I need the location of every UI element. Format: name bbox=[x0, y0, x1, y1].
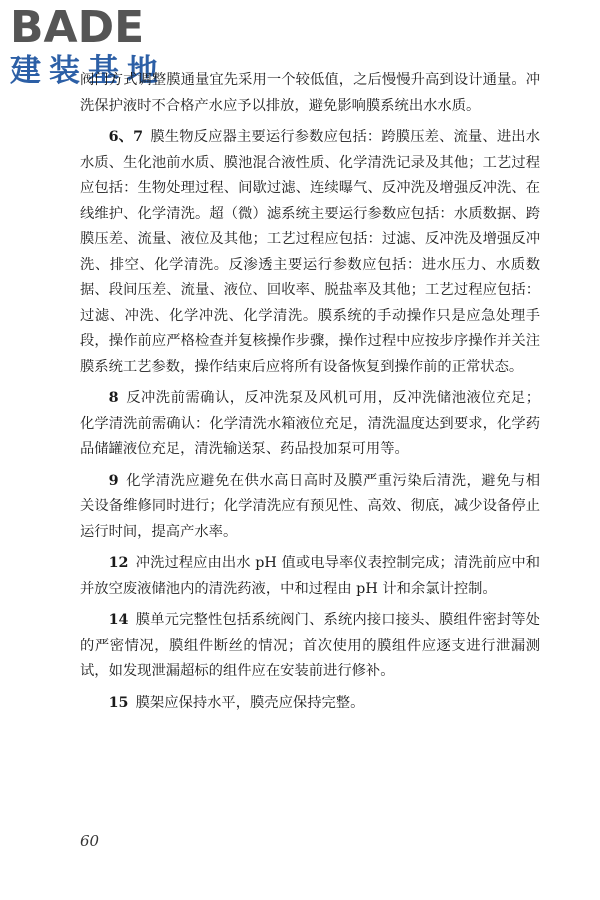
logo-wordmark: BADE bbox=[10, 2, 145, 53]
paragraph-text: 阀门方式调整膜通量宜先采用一个较低值，之后慢慢升高到设计通量。冲洗保护液时不合格产水应予以排放，避免影响膜系统出水水质。 bbox=[80, 72, 540, 114]
paragraph-text: 化学清洗应避免在供水高日高时及膜严重污染后清洗，避免与相关设备维修同时进行；化学清洗应有预见性、高效、彻底，减少设备停止运行时间，提高产水率。 bbox=[80, 472, 540, 540]
paragraph-text: 冲洗过程应由出水 pH 值或电导率仪表控制完成；清洗前应中和并放空废液储池内的清洗药液，中和过程由 pH 计和余氯计控制。 bbox=[80, 555, 540, 597]
clause-number: 14 bbox=[108, 612, 129, 628]
paragraph-8 bbox=[80, 386, 540, 463]
clause-number: 6、7 bbox=[108, 129, 144, 145]
clause-number: 8 bbox=[108, 390, 119, 406]
paragraph-text: 膜单元完整性包括系统阀门、系统内接口接头、膜组件密封等处的严密情况，膜组件断丝的情况；首次使用的膜组件应逐支进行泄漏测试，如发现泄漏超标的组件应在安装前进行修补。 bbox=[80, 612, 540, 679]
paragraph-9 bbox=[80, 469, 540, 546]
clause-number: 9 bbox=[108, 472, 119, 489]
paragraph-text: 膜生物反应器主要运行参数应包括：跨膜压差、流量、进出水水质、生化池前水质、膜池混合液性质、化学清洗记录及其他；工艺过程应包括：生物处理过程、间歇过滤、连续曝气、反冲洗及增强反冲洗、在线维护、化学清洗。超（微）滤系统主要运行参数应包括：水质数据、跨膜压差、流量、液位及其他；工艺过程应包括：过滤、反冲洗及增强反冲洗、排空、化学清洗。反渗透主要运行参数应包括：进水压力、水质数据、段间压差、流量、液位、回收率、脱盐率及其他；工艺过程应包括：过滤、冲洗、化学冲洗、化学清洗。膜系统的手动操作只是应急处理手段，操作前应严格检查并复核操作步骤，操作过程中应按步序操作并关注膜系统工艺参数，操作结束后应将所有设备恢复到操作前的正常状态。 bbox=[80, 129, 540, 375]
paragraph-6-7 bbox=[80, 125, 540, 380]
document-body bbox=[80, 68, 540, 722]
clause-number: 12 bbox=[108, 555, 129, 571]
paragraph-continued bbox=[80, 68, 540, 119]
paragraph-text: 反冲洗前需确认，反冲洗泵及风机可用，反冲洗储池液位充足；化学清洗前需确认：化学清洗水箱液位充足，清洗温度达到要求，化学药品储罐液位充足，清洗输送泵、药品投加泵可用等。 bbox=[80, 390, 540, 457]
paragraph-text: 膜架应保持水平，膜壳应保持完整。 bbox=[135, 694, 365, 711]
clause-number: 15 bbox=[108, 694, 129, 711]
logo-subtitle: 建装基地 bbox=[10, 53, 166, 89]
paragraph-14 bbox=[80, 608, 540, 685]
page-number: 60 bbox=[80, 832, 100, 850]
paragraph-15 bbox=[80, 691, 540, 717]
paragraph-12 bbox=[80, 551, 540, 602]
